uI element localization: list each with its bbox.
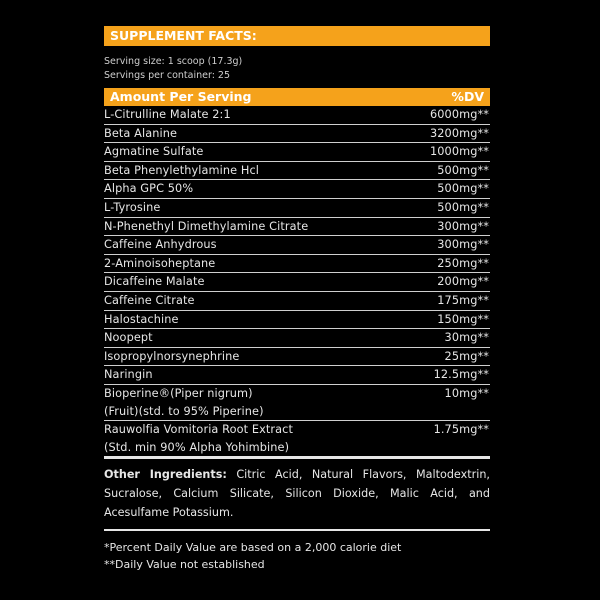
ingredient-name <box>104 366 153 384</box>
other-ingredients <box>104 465 490 531</box>
ingredient-amount: 12.5mg** <box>433 368 489 382</box>
footnote-not-established: **Daily Value not established <box>104 558 265 572</box>
ingredient-name <box>104 106 231 124</box>
ingredient-amount: 3200mg** <box>429 126 489 140</box>
ingredient-row <box>104 143 490 162</box>
ingredient-name <box>104 311 179 329</box>
amount-header <box>104 88 490 106</box>
ingredient-name-line: L-Citrulline Malate 2:1 <box>104 108 231 121</box>
ingredient-row <box>104 236 490 255</box>
ingredient-name <box>104 180 193 198</box>
ingredient-row <box>104 218 490 237</box>
ingredient-name <box>104 329 153 347</box>
ingredient-row <box>104 106 490 125</box>
servings-per-container: Servings per container: 25 <box>104 70 231 81</box>
ingredient-name <box>104 348 239 366</box>
ingredient-amount: 250mg** <box>437 256 489 270</box>
ingredient-name-line: 2-Aminoisoheptane <box>104 256 216 270</box>
ingredient-amount: 200mg** <box>437 275 489 289</box>
footnote-dv: *Percent Daily Value are based on a 2,000 calorie diet <box>104 541 402 555</box>
ingredient-name <box>104 218 308 236</box>
ingredient-name-line: N-Phenethyl Dimethylamine Citrate <box>104 219 309 233</box>
ingredient-row <box>104 329 490 348</box>
ingredient-name-line: Beta Alanine <box>104 126 178 140</box>
ingredient-name <box>104 199 160 217</box>
ingredient-amount: 175mg** <box>437 293 489 307</box>
ingredient-amount: 300mg** <box>437 219 489 233</box>
ingredient-list <box>104 106 490 459</box>
ingredient-name-line: Isopropylnorsynephrine <box>104 349 240 363</box>
ingredient-row <box>104 385 490 421</box>
ingredient-name-line: Bioperine®(Piper nigrum) <box>104 386 253 400</box>
ingredient-name <box>104 273 205 291</box>
ingredient-amount: 10mg** <box>444 386 489 400</box>
ingredient-name <box>104 292 195 310</box>
supplement-facts-title: SUPPLEMENT FACTS: <box>104 26 490 46</box>
ingredient-name <box>104 162 259 180</box>
ingredient-row <box>104 162 490 181</box>
ingredient-row <box>104 273 490 292</box>
ingredient-row <box>104 366 490 385</box>
ingredient-name-line: Caffeine Citrate <box>104 293 195 307</box>
ingredient-row <box>104 311 490 330</box>
ingredient-amount: 500mg** <box>437 182 489 196</box>
serving-info <box>104 55 490 83</box>
ingredient-name-line: Dicaffeine Malate <box>104 275 205 289</box>
ingredient-amount: 30mg** <box>444 331 489 345</box>
ingredient-name <box>104 125 177 143</box>
ingredient-amount: 25mg** <box>444 349 489 363</box>
amount-per-serving-label: Amount Per Serving <box>110 89 252 104</box>
ingredient-row <box>104 255 490 274</box>
ingredient-amount: 500mg** <box>437 200 489 214</box>
ingredient-row <box>104 180 490 199</box>
ingredient-amount: 1.75mg** <box>433 423 489 437</box>
footnotes <box>104 539 490 573</box>
ingredient-name-line: Agmatine Sulfate <box>104 145 204 159</box>
ingredient-name-line: (Fruit)(std. to 95% Piperine) <box>104 404 264 418</box>
ingredient-name-line: Halostachine <box>104 312 179 326</box>
ingredient-name <box>104 421 293 456</box>
ingredient-name-line: Caffeine Anhydrous <box>104 238 217 252</box>
ingredient-name-line: L-Tyrosine <box>104 200 161 214</box>
ingredient-name <box>104 385 264 420</box>
serving-size: Serving size: 1 scoop (17.3g) <box>104 56 243 67</box>
ingredient-amount: 6000mg** <box>429 108 489 121</box>
ingredient-amount: 500mg** <box>437 163 489 177</box>
ingredient-row <box>104 292 490 311</box>
ingredient-row <box>104 125 490 144</box>
ingredient-name-line: Rauwolfia Vomitoria Root Extract <box>104 423 293 437</box>
ingredient-amount: 1000mg** <box>429 145 489 159</box>
ingredient-row <box>104 199 490 218</box>
ingredient-row <box>104 348 490 367</box>
ingredient-name <box>104 143 203 161</box>
ingredient-name-line: Alpha GPC 50% <box>104 182 194 196</box>
ingredient-name <box>104 236 217 254</box>
other-ingredients-text: Citric Acid, Natural Flavors, Maltodextrin, Sucralose, Calcium Silicate, Silicon Dioxide, Malic Acid, and Acesulfame Potassium. <box>104 468 490 520</box>
ingredient-name-line: Naringin <box>104 368 153 382</box>
ingredient-name <box>104 255 215 273</box>
ingredient-name-line: Beta Phenylethylamine Hcl <box>104 163 260 177</box>
dv-label: %DV <box>451 89 484 104</box>
other-ingredients-label: Other Ingredients: <box>104 468 227 482</box>
ingredient-row <box>104 421 490 459</box>
supplement-facts-panel <box>104 26 490 573</box>
ingredient-amount: 150mg** <box>437 312 489 326</box>
ingredient-name-line: Noopept <box>104 331 153 345</box>
ingredient-amount: 300mg** <box>437 238 489 252</box>
ingredient-name-line: (Std. min 90% Alpha Yohimbine) <box>104 440 290 454</box>
